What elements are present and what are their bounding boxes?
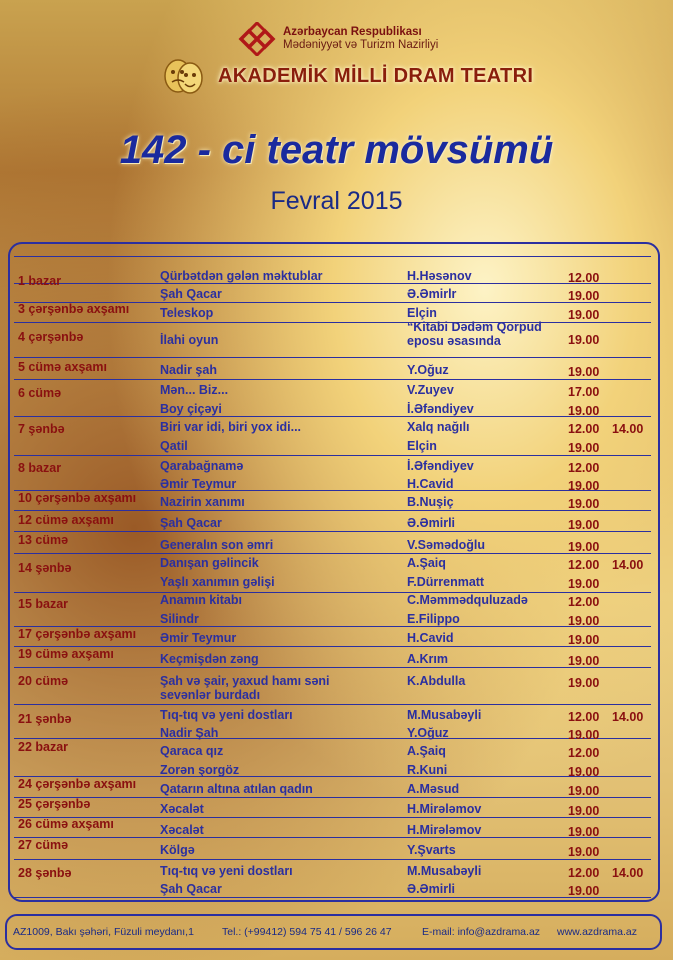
- show-time: 19.00: [568, 308, 600, 322]
- row-divider: [14, 531, 651, 532]
- show-author: M.Musabəyli: [407, 864, 482, 878]
- show-author: V.Zuyev: [407, 383, 454, 397]
- day-label: 15 bazar: [18, 597, 69, 611]
- show-title: Qaraca qız: [160, 744, 224, 758]
- show-time: 19.00: [568, 845, 600, 859]
- theatre-block: [158, 56, 533, 96]
- row-divider: [14, 283, 651, 284]
- show-time: 19.00: [568, 884, 600, 898]
- show-author: Y.Oğuz: [407, 363, 449, 377]
- day-label: 20 cümə: [18, 674, 69, 688]
- show-title: Anamın kitabı: [160, 593, 242, 607]
- show-title: Biri var idi, biri yox idi...: [160, 420, 302, 434]
- season-title: 142 - ci teatr mövsümü: [119, 128, 554, 172]
- show-time: 19.00: [568, 614, 600, 628]
- show-author: A.Məsud: [407, 782, 460, 796]
- row-divider: [14, 592, 651, 593]
- show-time: 12.00: [568, 710, 600, 724]
- show-time: 19.00: [568, 441, 600, 455]
- day-label: 12 cümə axşamı: [18, 513, 114, 527]
- show-author: Ə.Əmirli: [407, 882, 456, 896]
- show-title: Şah Qacar: [160, 287, 222, 301]
- day-label: 21 şənbə: [18, 712, 72, 726]
- show-author: İ.Əfəndiyev: [407, 459, 474, 473]
- show-title: Şah və şair, yaxud hamı səni sevənlər burdadı: [160, 674, 330, 702]
- day-label: 25 çərşənbə: [18, 797, 91, 811]
- show-title: Tıq-tıq və yeni dostları: [160, 864, 293, 878]
- show-author: K.Abdulla: [407, 674, 466, 688]
- show-title: Xəcalət: [160, 802, 204, 816]
- show-title: Qatil: [160, 439, 188, 453]
- schedule-table: [8, 242, 660, 902]
- show-title: Keçmişdən zəng: [160, 652, 259, 666]
- show-author: B.Nuşiç: [407, 495, 454, 509]
- theatre-name: AKADEMİK MİLLİ DRAM TEATRI: [218, 64, 534, 87]
- row-divider: [14, 455, 651, 456]
- show-author: Elçin: [407, 439, 437, 453]
- show-time-2: 14.00: [612, 866, 644, 880]
- show-time: 12.00: [568, 422, 600, 436]
- row-divider: [14, 667, 651, 668]
- show-title: Nazirin xanımı: [160, 495, 245, 509]
- show-time: 19.00: [568, 497, 600, 511]
- show-title: Şah Qacar: [160, 882, 222, 896]
- show-time: 19.00: [568, 479, 600, 493]
- show-time: 19.00: [568, 365, 600, 379]
- show-time: 12.00: [568, 461, 600, 475]
- show-time: 17.00: [568, 385, 600, 399]
- day-label: 26 cümə axşamı: [18, 817, 114, 831]
- show-time: 12.00: [568, 746, 600, 760]
- row-divider: [14, 704, 651, 705]
- show-title: Kölgə: [160, 843, 195, 857]
- show-time: 12.00: [568, 595, 600, 609]
- show-title: Qatarın altına atılan qadın: [160, 782, 313, 796]
- row-divider: [14, 837, 651, 838]
- show-author: Elçin: [407, 306, 437, 320]
- show-title: Silindr: [160, 612, 199, 626]
- footer-address: AZ1009, Bakı şəhəri, Füzuli meydanı,1: [13, 926, 194, 938]
- day-label: 3 çərşənbə axşamı: [18, 302, 130, 316]
- ministry-block: [237, 22, 438, 56]
- ministry-emblem-icon: [237, 22, 277, 56]
- show-time: 19.00: [568, 804, 600, 818]
- day-label: 6 cümə: [18, 386, 62, 400]
- show-author: İ.Əfəndiyev: [407, 402, 474, 416]
- row-divider: [14, 510, 651, 511]
- show-title: Yaşlı xanımın gəlişi: [160, 575, 275, 589]
- show-time-2: 14.00: [612, 422, 644, 436]
- row-divider: [14, 797, 651, 798]
- theatre-masks-icon: [158, 56, 208, 96]
- row-divider: [14, 897, 651, 898]
- show-time: 19.00: [568, 289, 600, 303]
- show-title: Qarabağnamə: [160, 459, 244, 473]
- show-time: 19.00: [568, 765, 600, 779]
- show-author: Y.Oğuz: [407, 726, 449, 740]
- show-time: 12.00: [568, 558, 600, 572]
- show-title: Şah Qacar: [160, 516, 222, 530]
- show-time: 19.00: [568, 633, 600, 647]
- show-author: H.Cavid: [407, 477, 454, 491]
- row-divider: [14, 322, 651, 323]
- show-time: 19.00: [568, 728, 600, 742]
- show-author: H.Mirələmov: [407, 802, 482, 816]
- day-label: 19 cümə axşamı: [18, 647, 114, 661]
- show-time: 19.00: [568, 577, 600, 591]
- show-author: C.Məmmədquluzadə: [407, 593, 528, 607]
- show-author: V.Səmədoğlu: [407, 538, 486, 552]
- show-time-2: 14.00: [612, 558, 644, 572]
- show-author: Xalq nağılı: [407, 420, 470, 434]
- day-label: 10 çərşənbə axşamı: [18, 491, 137, 505]
- row-divider: [14, 553, 651, 554]
- day-label: 14 şənbə: [18, 561, 72, 575]
- month-title: Fevral 2015: [270, 187, 403, 215]
- show-author: Y.Şvarts: [407, 843, 456, 857]
- show-time: 12.00: [568, 866, 600, 880]
- day-label: 4 çərşənbə: [18, 330, 84, 344]
- day-label: 7 şənbə: [18, 422, 65, 436]
- show-time: 19.00: [568, 333, 600, 347]
- show-title: İlahi oyun: [160, 333, 219, 347]
- show-title: Danışan gəlincik: [160, 556, 259, 570]
- footer: [5, 914, 662, 950]
- show-time: 12.00: [568, 271, 600, 285]
- show-title: Teleskop: [160, 306, 214, 320]
- show-author: F.Dürrenmatt: [407, 575, 485, 589]
- show-title: Generalın son əmri: [160, 538, 274, 552]
- show-author: “Kitabi Dədəm Qorpud eposu əsasında: [407, 320, 542, 348]
- show-author: M.Musabəyli: [407, 708, 482, 722]
- show-title: Qürbətdən gələn məktublar: [160, 269, 323, 283]
- show-time: 19.00: [568, 654, 600, 668]
- show-author: A.Krım: [407, 652, 448, 666]
- ministry-line2: Mədəniyyət və Turizm Nazirliyi: [283, 39, 439, 51]
- ministry-line1: Azərbaycan Respublikası: [283, 26, 422, 38]
- show-title: Əmir Teymur: [160, 477, 237, 491]
- show-title: Nadir Şah: [160, 726, 219, 740]
- show-author: H.Cavid: [407, 631, 454, 645]
- row-divider: [14, 256, 651, 257]
- header: [0, 0, 673, 245]
- row-divider: [14, 738, 651, 739]
- day-label: 22 bazar: [18, 740, 69, 754]
- row-divider: [14, 416, 651, 417]
- day-label: 5 cümə axşamı: [18, 360, 107, 374]
- footer-website: www.azdrama.az: [557, 926, 637, 938]
- show-author: R.Kuni: [407, 763, 448, 777]
- show-time: 19.00: [568, 676, 600, 690]
- show-title: Xəcalət: [160, 823, 204, 837]
- day-label: 1 bazar: [18, 274, 62, 288]
- show-author: H.Mirələmov: [407, 823, 482, 837]
- row-divider: [14, 859, 651, 860]
- show-time: 19.00: [568, 540, 600, 554]
- show-title: Əmir Teymur: [160, 631, 237, 645]
- show-author: Ə.Əmirlr: [407, 287, 457, 301]
- show-time: 19.00: [568, 518, 600, 532]
- show-author: A.Şaiq: [407, 744, 446, 758]
- show-time-2: 14.00: [612, 710, 644, 724]
- show-title: Mən... Biz...: [160, 383, 229, 397]
- day-label: 13 cümə: [18, 533, 69, 547]
- day-label: 28 şənbə: [18, 866, 72, 880]
- show-title: Nadir şah: [160, 363, 217, 377]
- row-divider: [14, 357, 651, 358]
- show-time: 19.00: [568, 404, 600, 418]
- show-author: E.Filippo: [407, 612, 460, 626]
- show-author: H.Həsənov: [407, 269, 472, 283]
- footer-email: E-mail: info@azdrama.az: [422, 926, 541, 938]
- show-time: 19.00: [568, 784, 600, 798]
- show-title: Tıq-tıq və yeni dostları: [160, 708, 293, 722]
- day-label: 8 bazar: [18, 461, 62, 475]
- footer-tel: Tel.: (+99412) 594 75 41 / 596 26 47: [222, 926, 392, 938]
- day-label: 17 çərşənbə axşamı: [18, 627, 137, 641]
- show-author: A.Şaiq: [407, 556, 446, 570]
- show-title: Boy çiçəyi: [160, 402, 222, 416]
- show-time: 19.00: [568, 825, 600, 839]
- show-title: Zorən şorgöz: [160, 763, 240, 777]
- day-label: 27 cümə: [18, 838, 69, 852]
- row-divider: [14, 379, 651, 380]
- show-author: Ə.Əmirli: [407, 516, 456, 530]
- day-label: 24 çərşənbə axşamı: [18, 777, 137, 791]
